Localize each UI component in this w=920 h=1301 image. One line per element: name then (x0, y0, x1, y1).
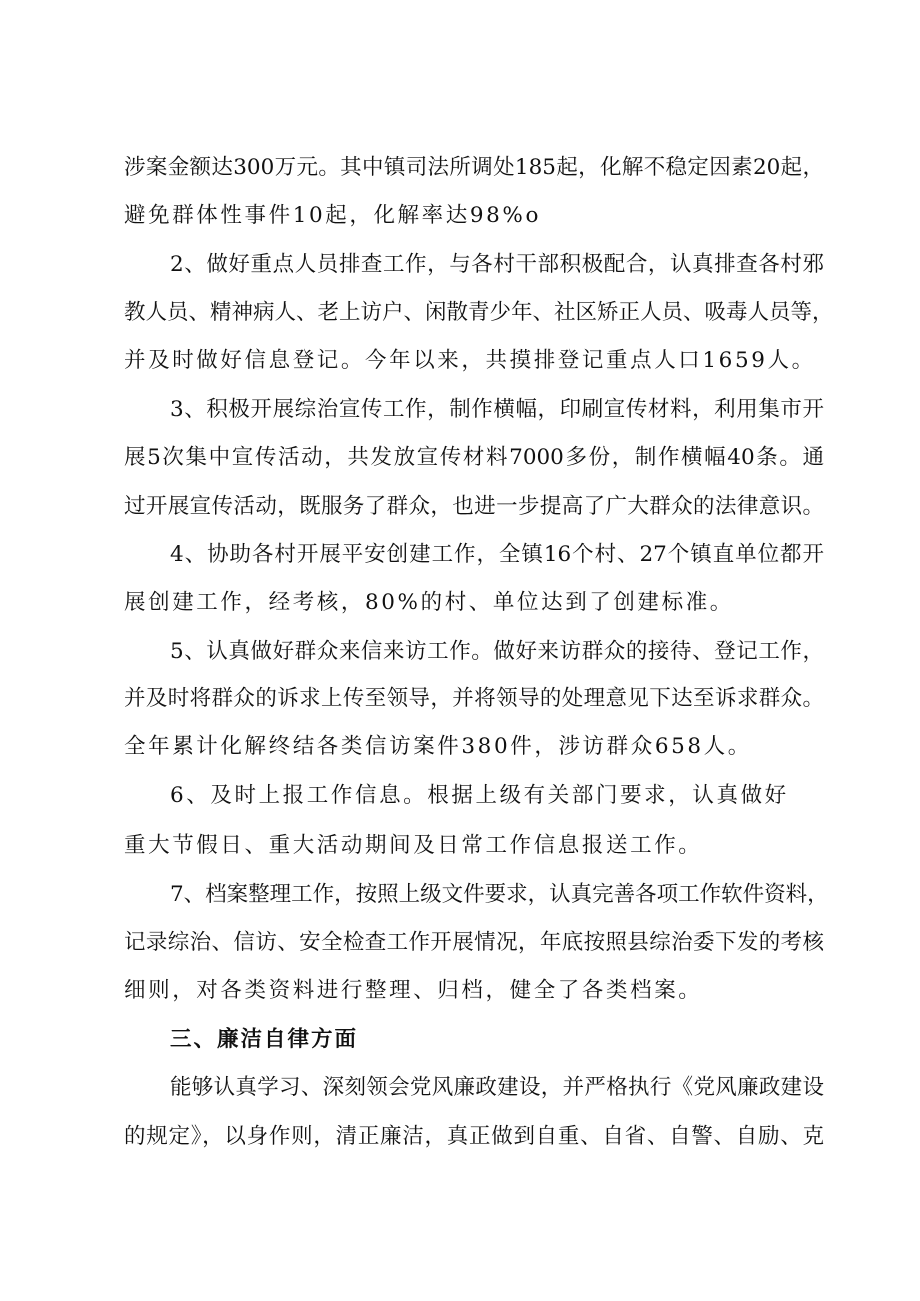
text-line: 能够认真学习、深刻领会党风廉政建设，并严格执行《党风廉政建设 (170, 1075, 824, 1100)
text-line: 细则，对各类资料进行整理、归档，健全了各类档案。 (124, 978, 703, 1003)
text-line: 全年累计化解终结各类信访案件380件，涉访群众658人。 (124, 734, 752, 759)
text-line: 3、积极开展综治宣传工作，制作横幅，印刷宣传材料，利用集市开 (170, 397, 824, 422)
text-line: 过开展宣传活动，既服务了群众，也进一步提高了广大群众的法律意识。 (124, 494, 824, 519)
text-line: 重大节假日、重大活动期间及日常工作信息报送工作。 (124, 833, 703, 858)
text-line: 4、协助各村开展平安创建工作，全镇16个村、27个镇直单位都开 (170, 542, 824, 567)
text-line: 记录综治、信访、安全检查工作开展情况，年底按照县综治委下发的考核 (124, 930, 824, 955)
text-line: 并及时做好信息登记。今年以来，共摸排登记重点人口1659人。 (124, 348, 816, 373)
text-line: 7、档案整理工作，按照上级文件要求，认真完善各项工作软件资料， (170, 882, 829, 907)
text-line: 避免群体性事件10起，化解率达98%o (124, 203, 541, 228)
text-line: 展创建工作，经考核，80%的村、单位达到了创建标准。 (124, 590, 734, 615)
text-line: 教人员、精神病人、老上访户、闲散青少年、社区矫正人员、吸毒人员等， (124, 300, 834, 325)
text-line: 展5次集中宣传活动，共发放宣传材料7000多份，制作横幅40条。通 (124, 445, 824, 470)
text-line: 并及时将群众的诉求上传至领导，并将领导的处理意见下达至诉求群众。 (124, 686, 824, 711)
text-line: 的规定》，以身作则，清正廉洁，真正做到自重、自省、自警、自励、克 (124, 1124, 824, 1149)
text-line: 6、及时上报工作信息。根据上级有关部门要求，认真做好 (170, 783, 789, 808)
text-line: 2、做好重点人员排查工作，与各村干部积极配合，认真排查各村邪 (170, 252, 824, 277)
text-line: 5、认真做好群众来信来访工作。做好来访群众的接待、登记工作， (170, 639, 824, 664)
section-heading: 三、廉洁自律方面 (170, 1027, 359, 1052)
text-line: 涉案金额达300万元。其中镇司法所调处185起，化解不稳定因素20起， (124, 155, 824, 180)
